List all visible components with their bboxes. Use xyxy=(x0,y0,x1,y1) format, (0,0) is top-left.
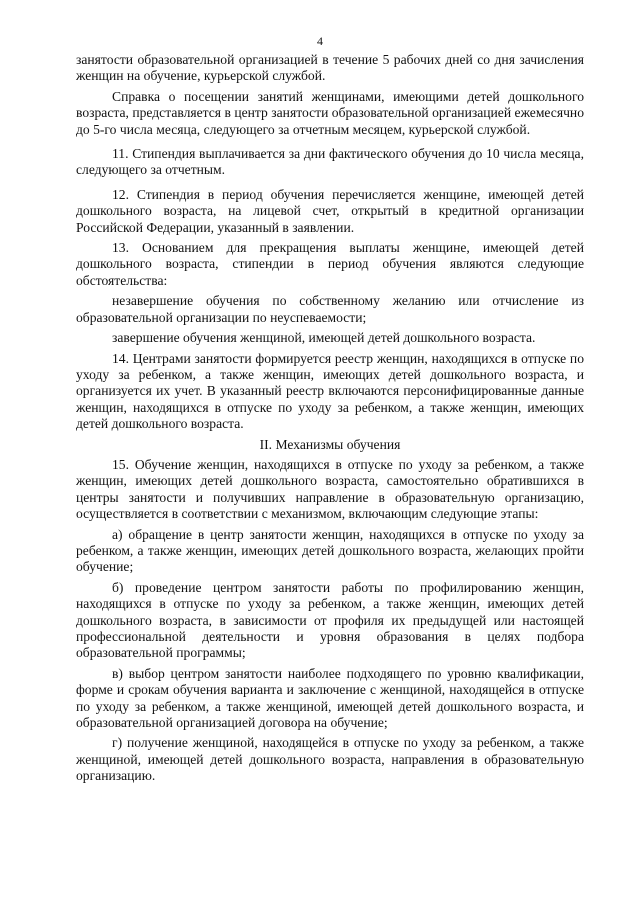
page-number: 4 xyxy=(317,34,323,48)
paragraph-13: 13. Основанием для прекращения выплаты женщине, имеющей детей дошкольного возраста, стипендии в период обучения являются следующие обстоятельства: xyxy=(76,240,584,288)
paragraph-13-item-1: незавершение обучения по собственному желанию или отчисление из образовательной организации по неуспеваемости; xyxy=(76,293,584,325)
paragraph-13-item-2: завершение обучения женщиной, имеющей детей дошкольного возраста. xyxy=(112,330,536,346)
paragraph-11: 11. Стипендия выплачивается за дни фактического обучения до 10 числа месяца, следующего за отчетным. xyxy=(76,146,584,178)
paragraph-15-item-c: в) выбор центром занятости наиболее подходящего по уровню квалификации, форме и срокам обучения варианта и заключение с женщиной, находящейся в отпуске по уходу за ребенком, а также женщиной, имеющей детей дошкольного возраста, и образовательной организацией договора на обучение; xyxy=(76,665,584,731)
section-title: II. Механизмы обучения xyxy=(259,436,401,452)
paragraph-15-item-b: б) проведение центром занятости работы по профилированию женщин, находящихся в отпуске по уходу за ребенком, а также женщин, имеющих детей дошкольного возраста, в зависимости от профиля их предыдущей или настоящей профессиональной деятельности и уровня образования в целях подбора образовательной программы; xyxy=(76,579,584,661)
paragraph-attendance-certificate: Справка о посещении занятий женщинами, имеющими детей дошкольного возраста, представляется в центр занятости образовательной организацией ежемесячно до 5-го числа месяца, следующего за отчетным месяцем, курьерской службой. xyxy=(76,88,584,137)
paragraph-12: 12. Стипендия в период обучения перечисляется женщине, имеющей детей дошкольного возраста, на лицевой счет, открытый в кредитной организации Российской Федерации, указанный в заявлении. xyxy=(76,186,584,235)
paragraph-continuation: занятости образовательной организацией в течение 5 рабочих дней со дня зачисления женщин на обучение, курьерской службой. xyxy=(76,52,584,84)
document-body xyxy=(76,52,584,789)
paragraph-15-item-a: а) обращение в центр занятости женщин, находящихся в отпуске по уходу за ребенком, а также женщин, имеющих детей дошкольного возраста, желающих пройти обучение; xyxy=(76,526,584,575)
paragraph-15-item-d: г) получение женщиной, находящейся в отпуске по уходу за ребенком, а также женщиной, имеющей детей дошкольного возраста, направления в образовательную организацию. xyxy=(76,735,584,784)
paragraph-15: 15. Обучение женщин, находящихся в отпуске по уходу за ребенком, а также женщин, имеющих детей дошкольного возраста, самостоятельно обратившихся в центры занятости и получивших направление в образовательную организацию, осуществляется в соответствии с механизмом, включающим следующие этапы: xyxy=(76,456,584,522)
paragraph-14: 14. Центрами занятости формируется реестр женщин, находящихся в отпуске по уходу за ребенком, а также женщин, имеющих детей дошкольного возраста, и организуется их учет. В указанный реестр включаются персонифицированные данные женщин, находящихся в отпуске по уходу за ребенком, а также женщин, имеющих детей дошкольного возраста. xyxy=(76,350,584,432)
